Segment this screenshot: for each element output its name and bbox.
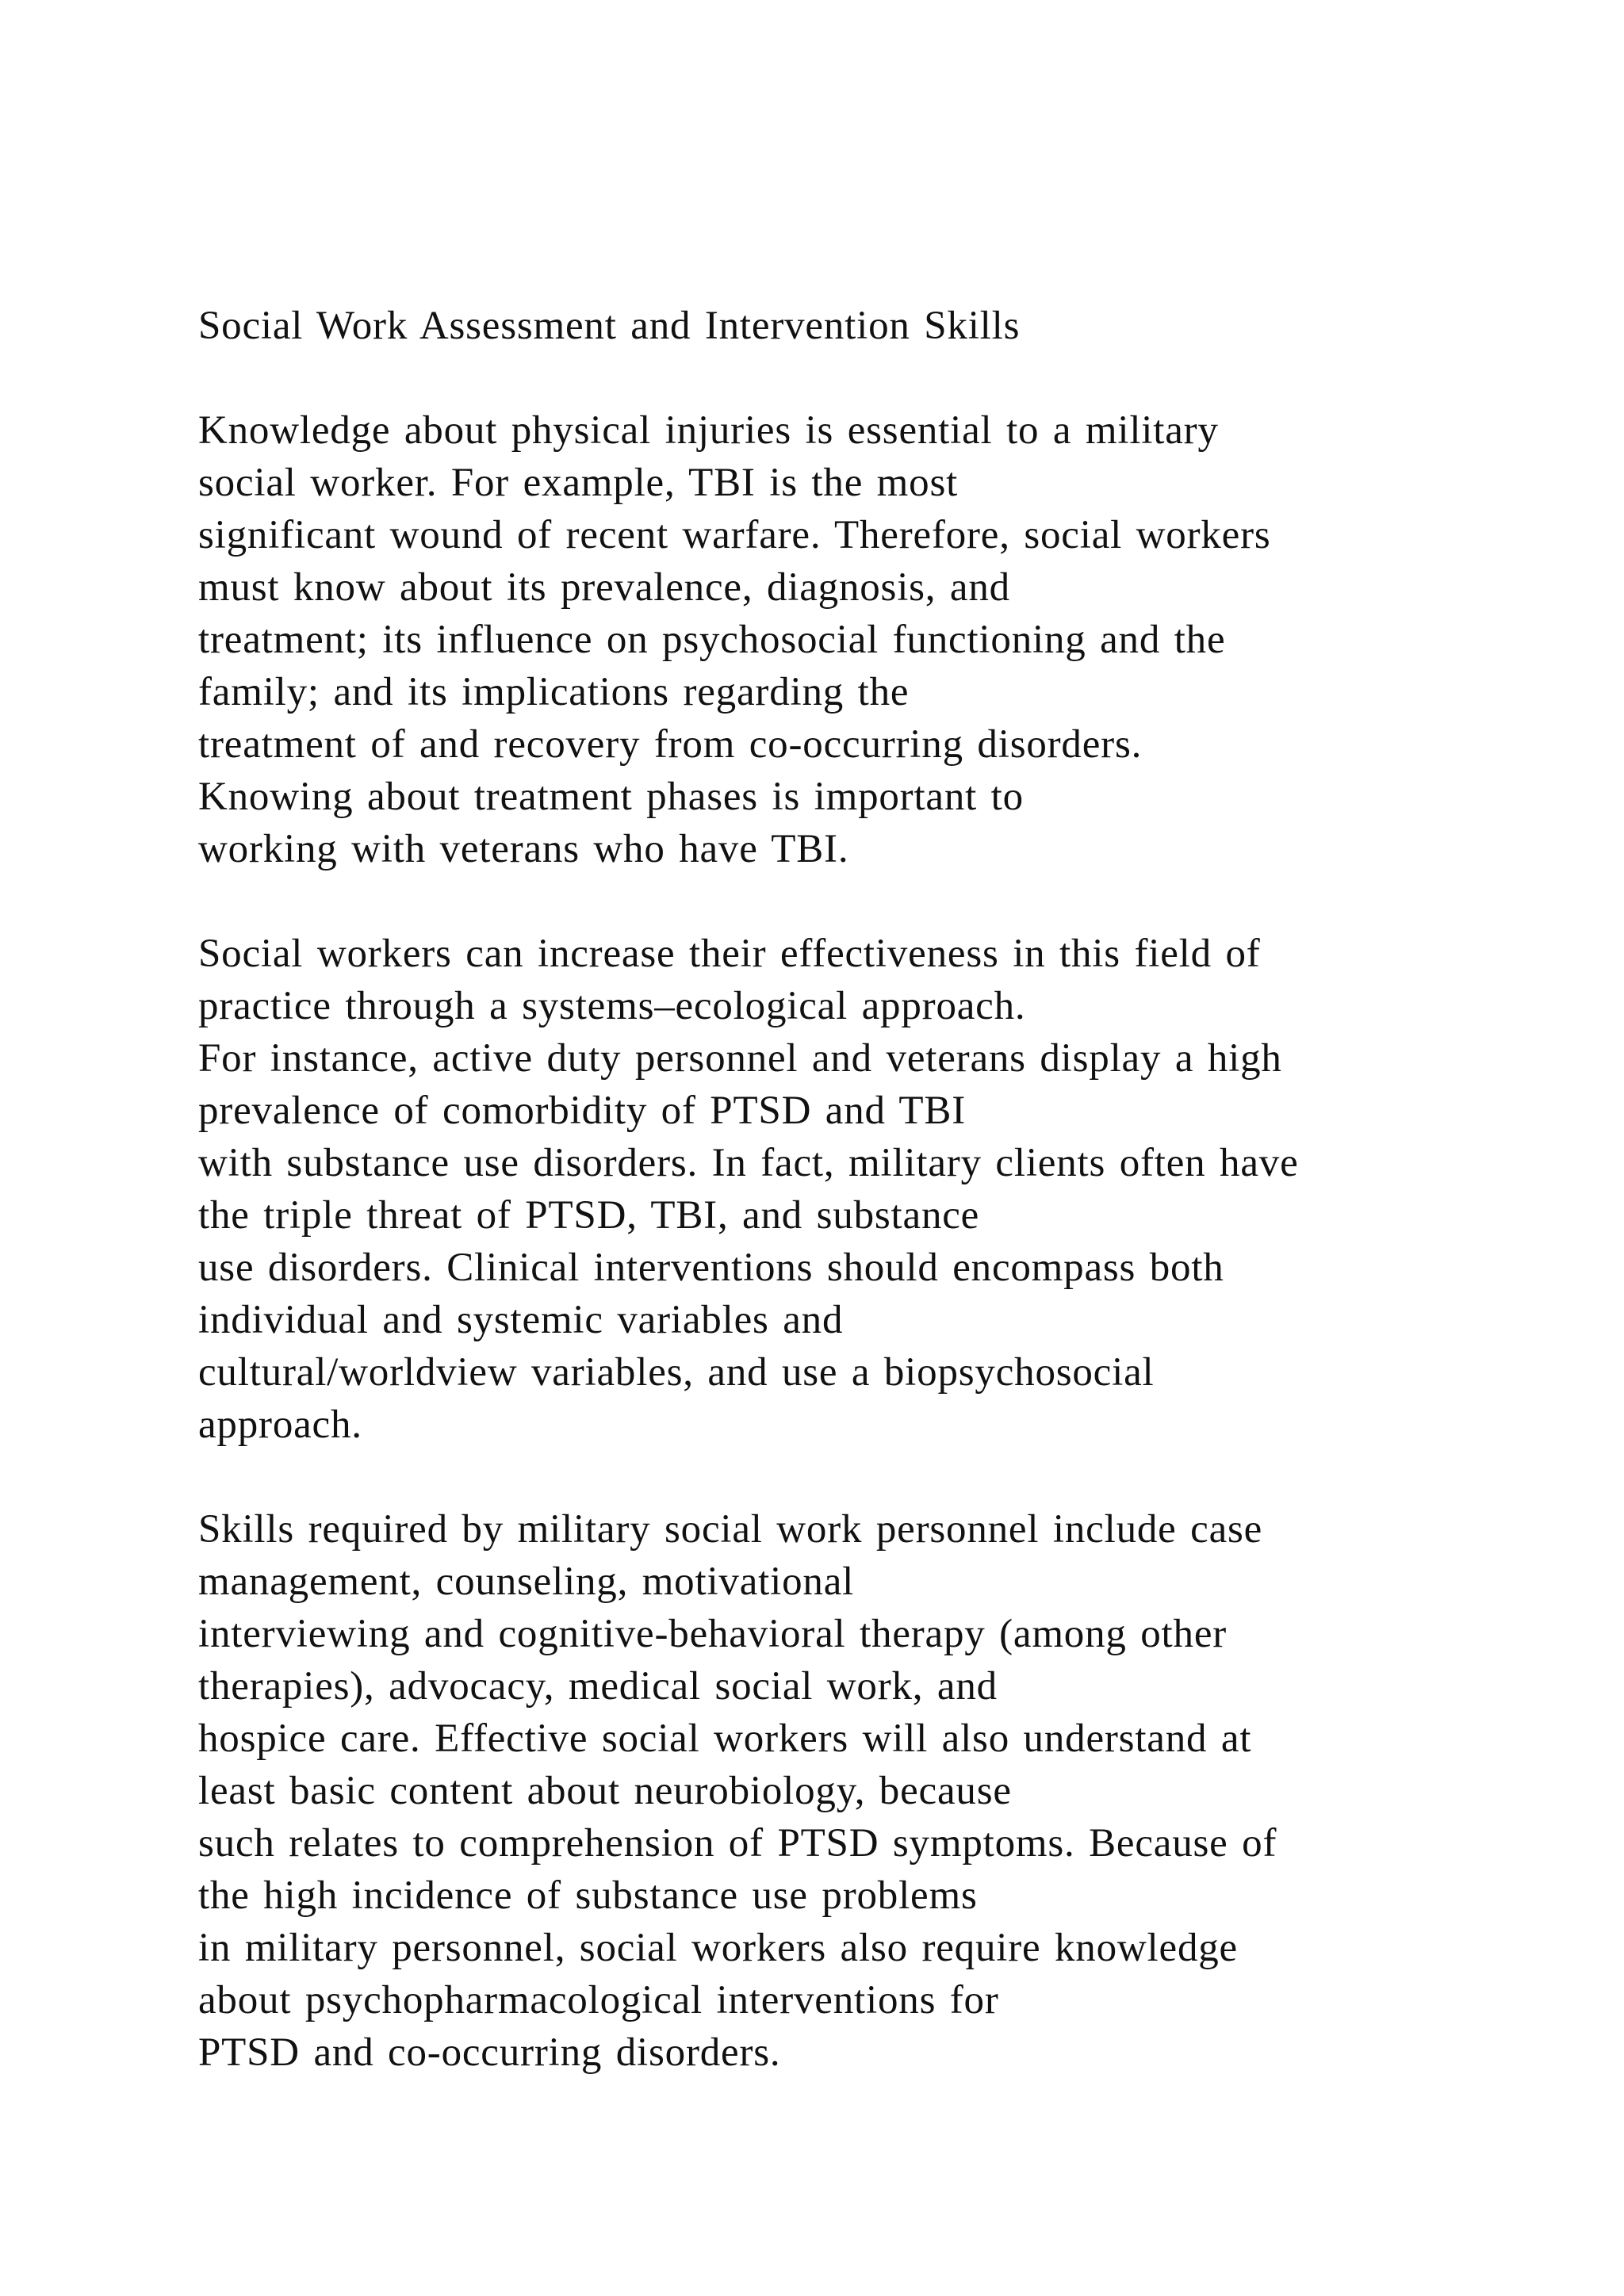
text-line: such relates to comprehension of PTSD symptoms. Because of bbox=[198, 1821, 1277, 1866]
text-line: therapies), advocacy, medical social work, and bbox=[198, 1664, 998, 1709]
paragraph-1 bbox=[198, 404, 1546, 875]
paragraph-3 bbox=[198, 1503, 1546, 2079]
text-line: For instance, active duty personnel and veterans display a high bbox=[198, 1036, 1282, 1081]
text-line: the high incidence of substance use problems bbox=[198, 1873, 978, 1918]
text-line: use disorders. Clinical interventions should encompass both bbox=[198, 1246, 1224, 1290]
text-line: least basic content about neurobiology, because bbox=[198, 1769, 1012, 1813]
text-line: cultural/worldview variables, and use a biopsychosocial bbox=[198, 1350, 1155, 1395]
text-line: social worker. For example, TBI is the most bbox=[198, 461, 959, 505]
text-line: approach. bbox=[198, 1402, 362, 1447]
text-line: PTSD and co-occurring disorders. bbox=[198, 2030, 781, 2075]
text-line: prevalence of comorbidity of PTSD and TBI bbox=[198, 1089, 966, 1133]
text-line: with substance use disorders. In fact, military clients often have bbox=[198, 1141, 1299, 1185]
text-line: in military personnel, social workers also require knowledge bbox=[198, 1926, 1238, 1970]
text-line: family; and its implications regarding the bbox=[198, 670, 910, 714]
text-line: treatment; its influence on psychosocial functioning and the bbox=[198, 618, 1226, 662]
document-body bbox=[198, 300, 1546, 2079]
text-line: the triple threat of PTSD, TBI, and substance bbox=[198, 1193, 980, 1238]
document-title: Social Work Assessment and Intervention Skills bbox=[198, 304, 1021, 348]
text-line: working with veterans who have TBI. bbox=[198, 827, 849, 871]
text-line: must know about its prevalence, diagnosis, and bbox=[198, 565, 1010, 610]
text-line: Knowledge about physical injuries is essential to a military bbox=[198, 408, 1219, 453]
text-line: interviewing and cognitive-behavioral therapy (among other bbox=[198, 1612, 1228, 1656]
text-line: about psychopharmacological interventions for bbox=[198, 1978, 999, 2022]
text-line: individual and systemic variables and bbox=[198, 1298, 844, 1342]
text-line: treatment of and recovery from co-occurring disorders. bbox=[198, 722, 1143, 767]
text-line: Skills required by military social work personnel include case bbox=[198, 1507, 1263, 1552]
text-line: significant wound of recent warfare. Therefore, social workers bbox=[198, 513, 1271, 557]
text-line: Social workers can increase their effectiveness in this field of bbox=[198, 932, 1261, 976]
text-line: hospice care. Effective social workers will also understand at bbox=[198, 1716, 1252, 1761]
paragraph-2 bbox=[198, 928, 1546, 1451]
text-line: practice through a systems–ecological approach. bbox=[198, 984, 1026, 1028]
text-line: Knowing about treatment phases is important to bbox=[198, 775, 1024, 819]
text-line: management, counseling, motivational bbox=[198, 1559, 855, 1604]
